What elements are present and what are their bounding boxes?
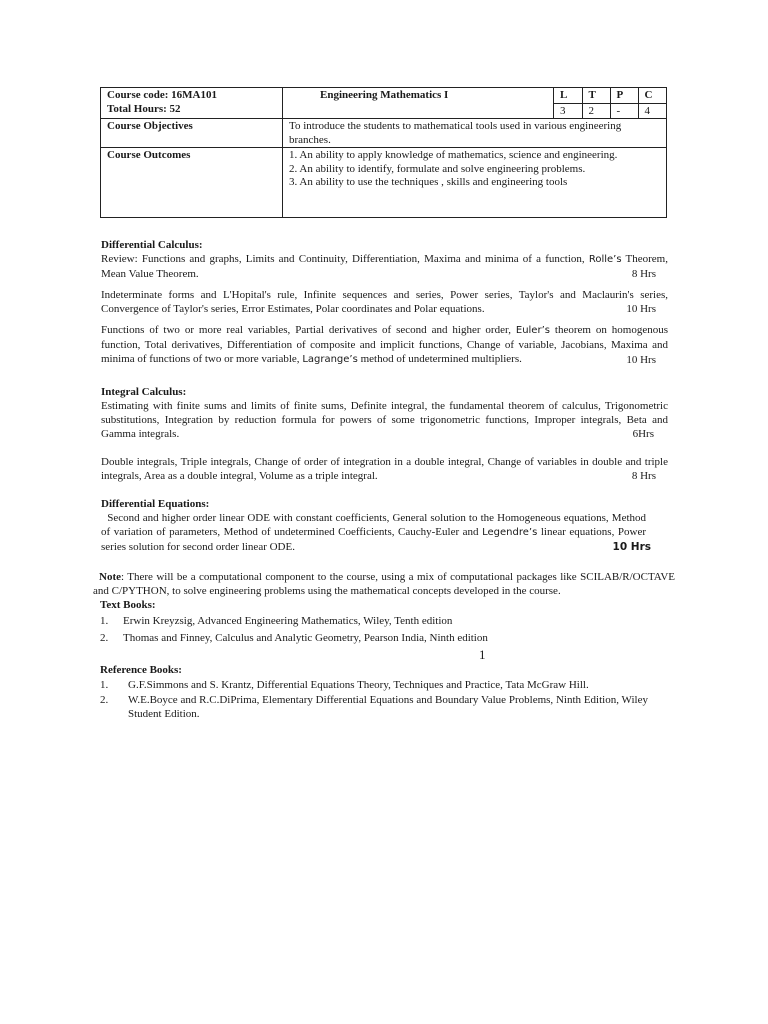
- ltpc-header: L: [554, 88, 582, 103]
- page-number: 1: [479, 647, 486, 662]
- text-books-section: [93, 598, 675, 721]
- list-number: 1.: [100, 679, 109, 691]
- integral-calculus-section: [101, 385, 668, 483]
- paragraph-text: Review: Functions and graphs, Limits and Continuity, Differentiation, Maxima and minima of a function,: [101, 253, 585, 265]
- hours-label: 10 Hrs: [612, 541, 651, 553]
- ltpc-header: P: [610, 88, 638, 103]
- course-info-table: [100, 87, 667, 218]
- note-label: Note: [99, 571, 121, 583]
- list-number: 2.: [100, 632, 109, 644]
- objectives-text: To introduce the students to mathematical tools used in various engineering branches.: [283, 119, 667, 148]
- differential-calculus-section: [101, 238, 668, 367]
- ltpc-value: 2: [582, 103, 610, 118]
- paragraph-text: Estimating with finite sums and limits of finite sums, Definite integral, the fundamental theorem of calculus, Trigonometric substitutions, Integration by reduction formula for powers of some trigonometric functions, Improper integrals, Beta and Gamma integrals.: [101, 400, 668, 440]
- paragraph-text: method of undetermined multipliers.: [357, 353, 522, 365]
- section-heading: Text Books:: [100, 599, 156, 611]
- hours-label: 6Hrs: [632, 428, 654, 440]
- note-section: [93, 570, 675, 721]
- paragraph-text: linear equations, Power series solution for second order linear ODE.: [101, 526, 646, 553]
- list-item: [100, 678, 648, 692]
- text-books-list: [100, 614, 675, 645]
- name-term: Rolle’s: [588, 254, 622, 265]
- course-code-cell: [101, 88, 283, 119]
- ltpc-value: -: [610, 103, 638, 118]
- hours-label: 10 Hrs: [626, 354, 656, 366]
- paragraph-text: Second and higher order linear ODE with constant coefficients, General solution to the Homogeneous equations, Method of variation of parameters, Method of undetermined Coefficients, Cauchy-Euler and: [101, 512, 649, 538]
- section-heading: Differential Calculus:: [101, 239, 203, 251]
- list-number: 1.: [100, 615, 109, 627]
- ltpc-cell: [554, 88, 667, 119]
- outcome-item: 2. An ability to identify, formulate and solve engineering problems.: [289, 162, 586, 175]
- book-citation: Thomas and Finney, Calculus and Analytic Geometry, Pearson India, Ninth edition: [123, 632, 488, 644]
- paragraph-text: Double integrals, Triple integrals, Change of order of integration in a double integral, Change of variables in double and triple integrals, Area as a double integral, Volume as a triple integral.: [101, 456, 668, 482]
- hours-label: 10 Hrs: [626, 303, 656, 315]
- ltpc-header: T: [582, 88, 610, 103]
- outcomes-cell: [283, 148, 667, 218]
- differential-equations-section: [101, 497, 668, 554]
- ltpc-header: C: [638, 88, 666, 103]
- name-term: Legendre’s: [482, 527, 538, 538]
- section-heading: Reference Books:: [100, 664, 182, 676]
- paragraph: [101, 323, 668, 367]
- note-text: : There will be a computational component to the course, using a mix of computational packages like SCILAB/R/OCTAVE and C/PYTHON, to solve engineering problems using the mathematical concepts developed in the course.: [93, 571, 675, 597]
- ltpc-value: 4: [638, 103, 666, 118]
- paragraph-text: theorem on homogenous function, Total derivatives, Differentiation of composite and implicit functions, Change of variable, Jacobians, Maxima and minima of functions of two or more variable,: [101, 324, 668, 365]
- name-term: Euler’s: [515, 325, 550, 336]
- paragraph: [101, 399, 668, 441]
- book-citation: W.E.Boyce and R.C.DiPrima, Elementary Differential Equations and Boundary Value Problems, Ninth Edition, Wiley Student Edition.: [128, 694, 648, 720]
- paragraph-text: Theorem, Mean Value Theorem.: [101, 253, 668, 280]
- reference-books-list: [100, 678, 648, 721]
- total-hours: Total Hours: 52: [107, 102, 181, 115]
- outcome-item: 1. An ability to apply knowledge of mathematics, science and engineering.: [289, 149, 618, 161]
- paragraph-text: Functions of two or more real variables, Partial derivatives of second and higher order,: [101, 324, 516, 336]
- paragraph: [101, 511, 668, 554]
- objectives-label: Course Objectives: [101, 119, 283, 148]
- ltpc-table: [554, 88, 666, 118]
- name-term: Lagrange’s: [302, 354, 358, 365]
- course-title: Engineering Mathematics I: [283, 88, 554, 119]
- ltpc-value: 3: [554, 103, 582, 118]
- outcomes-label: Course Outcomes: [101, 148, 283, 218]
- course-code: Course code: 16MA101: [107, 89, 217, 101]
- section-heading: Differential Equations:: [101, 498, 210, 510]
- list-number: 2.: [100, 694, 109, 706]
- list-item: [100, 614, 675, 628]
- paragraph: [101, 455, 668, 483]
- paragraph: [101, 252, 668, 281]
- list-item: [100, 631, 675, 645]
- paragraph-text: Indeterminate forms and L'Hopital's rule, Infinite sequences and series, Power series, Taylor's and Maclaurin's series, Convergence of Taylor's series, Error Estimates, Polar coordinates and Polar equations.: [101, 289, 668, 315]
- note-paragraph: [93, 570, 675, 598]
- book-citation: G.F.Simmons and S. Krantz, Differential Equations Theory, Techniques and Practice, Tata McGraw Hill.: [128, 679, 589, 691]
- hours-label: 8 Hrs: [631, 268, 656, 280]
- paragraph: [101, 288, 668, 316]
- hours-label: 8 Hrs: [631, 470, 656, 482]
- book-citation: Erwin Kreyzsig, Advanced Engineering Mathematics, Wiley, Tenth edition: [123, 615, 453, 627]
- section-heading: Integral Calculus:: [101, 386, 187, 398]
- list-item: [100, 693, 648, 721]
- outcome-item: 3. An ability to use the techniques , skills and engineering tools: [289, 176, 568, 188]
